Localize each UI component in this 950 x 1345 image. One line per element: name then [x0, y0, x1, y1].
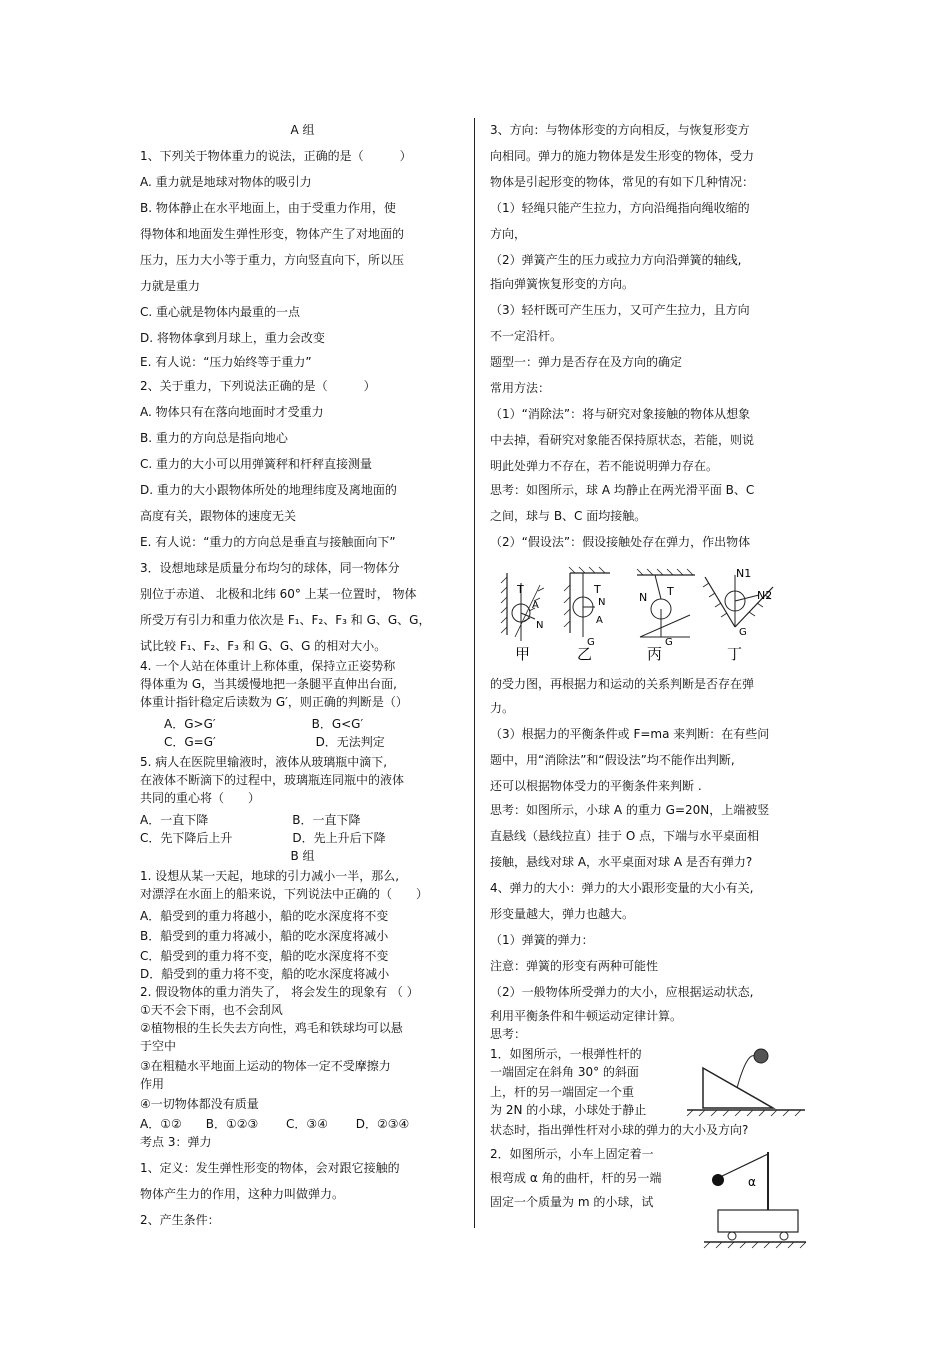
text-line: B．船受到的重力将减小，船的吃水深度将减小	[140, 929, 389, 943]
text-line: ④一切物体都没有质量	[140, 1097, 259, 1111]
text-line: 状态时，指出弹性杆对小球的弹力的大小及方向?	[490, 1123, 749, 1137]
text-line: B 组	[290, 849, 315, 863]
svg-text:N: N	[639, 591, 648, 604]
text-line: 力。	[490, 701, 515, 715]
text-line: 3、方向：与物体形变的方向相反，与恢复形变方	[490, 123, 750, 137]
text-line: A 组	[290, 123, 315, 137]
text-line: A．G>G′ B．G<G′	[140, 717, 364, 731]
text-line: 利用平衡条件和牛顿运动定律计算。	[490, 1009, 683, 1023]
text-line: 对漂浮在水面上的船来说，下列说法中正确的（ ）	[140, 887, 429, 901]
text-line: （2）一般物体所受弹力的大小，应根据运动状态,	[490, 985, 754, 999]
text-line: 直悬线（悬线拉直）挂于 O 点，下端与水平桌面相	[490, 829, 760, 843]
diagram-ding	[703, 567, 773, 663]
text-line: 还可以根据物体受力的平衡条件来判断 .	[490, 779, 702, 793]
text-line: D. 重力的大小跟物体所处的地理纬度及离地面的	[140, 483, 397, 497]
text-line: C. 重心就是物体内最重的一点	[140, 305, 301, 319]
text-line: 3．设想地球是质量分布均匀的球体，同一物体分	[140, 561, 400, 575]
svg-text:N1: N1	[736, 567, 752, 580]
text-line: 压力，压力大小等于重力，方向竖直向下，所以压	[140, 253, 405, 267]
svg-text:α: α	[748, 1175, 756, 1189]
text-line: A. 物体只有在落向地面时才受重力	[140, 405, 324, 419]
text-line: 形变量越大，弹力也越大。	[490, 907, 635, 921]
text-line: A．①② B．①②③ C．③④ D．②③④	[140, 1117, 410, 1131]
text-line: E. 有人说：“重力的方向总是垂直与接触面向下”	[140, 535, 396, 549]
label-bing: 丙	[647, 645, 663, 663]
svg-text:G: G	[587, 637, 595, 648]
svg-text:N2: N2	[757, 589, 773, 602]
text-line: 为 2N 的小球，小球处于静止	[490, 1103, 647, 1117]
text-line: 4、弹力的大小：弹力的大小跟形变量的大小有关,	[490, 881, 754, 895]
text-line: （1）“消除法”：将与研究对象接触的物体从想象	[490, 407, 751, 421]
text-line: 物体是引起形变的物体，常见的有如下几种情况：	[490, 175, 755, 189]
svg-text:N: N	[598, 597, 606, 608]
text-line: （2）弹簧产生的压力或拉力方向沿弹簧的轴线,	[490, 253, 742, 267]
text-line: 接触，悬线对球 A，水平桌面对球 A 是否有弹力?	[490, 855, 753, 869]
text-line: 2、关于重力，下列说法正确的是（ ）	[140, 379, 376, 393]
text-line: 1、下列关于物体重力的说法，正确的是（ ）	[140, 149, 412, 163]
text-line: 方向，	[490, 227, 527, 241]
column-divider	[474, 118, 475, 1228]
text-line: ③在粗糙水平地面上运动的物体一定不受摩擦力	[140, 1059, 391, 1073]
text-line: 力就是重力	[140, 279, 201, 293]
text-line: 作用	[140, 1077, 165, 1091]
svg-text:T: T	[594, 583, 601, 596]
text-line: D. 将物体拿到月球上，重力会改变	[140, 331, 325, 345]
cart-rod-figure	[700, 1140, 810, 1250]
text-line: 向相同。弹力的施力物体是发生形变的物体，受力	[490, 149, 755, 163]
text-line: 固定一个质量为 m 的小球，试	[490, 1195, 654, 1209]
text-line: 共同的重心将（ ）	[140, 791, 261, 805]
diagram-jia	[501, 573, 544, 663]
text-line: 5. 病人在医院里输液时，液体从玻璃瓶中滴下,	[140, 755, 388, 769]
text-line: 之间，球与 B、C 面均接触。	[490, 509, 647, 523]
text-line: 指向弹簧恢复形变的方向。	[490, 277, 635, 291]
diagram-yi	[564, 567, 610, 663]
text-line: 2．如图所示，小车上固定着一	[490, 1147, 654, 1161]
text-line: 1、定义：发生弹性形变的物体，会对跟它接触的	[140, 1161, 400, 1175]
text-line: E. 有人说：“压力始终等于重力”	[140, 355, 312, 369]
text-line: A．一直下降 B．一直下降	[140, 813, 361, 827]
svg-text:T: T	[667, 585, 674, 598]
text-line: B. 物体静止在水平地面上，由于受重力作用，使	[140, 201, 396, 215]
text-line: 题型一：弹力是否存在及方向的确定	[490, 355, 683, 369]
text-line: 思考：如图所示，小球 A 的重力 G=20N，上端被竖	[490, 803, 770, 817]
text-line: 根弯成 α 角的曲杆，杆的另一端	[490, 1171, 662, 1185]
text-line: 1. 设想从某一天起，地球的引力减小一半，那么,	[140, 869, 400, 883]
text-line: 高度有关，跟物体的速度无关	[140, 509, 297, 523]
label-T: T	[517, 583, 524, 596]
text-line: 试比较 F₁、F₂、F₃ 和 G、G、G 的相对大小。	[140, 639, 387, 653]
text-line: C．船受到的重力将不变，船的吃水深度将不变	[140, 949, 389, 963]
label-jia: 甲	[515, 645, 531, 663]
text-line: （3）轻杆既可产生压力，又可产生拉力，且方向	[490, 303, 750, 317]
text-line: （1）轻绳只能产生拉力，方向沿绳指向绳收缩的	[490, 201, 750, 215]
text-line: A. 重力就是地球对物体的吸引力	[140, 175, 312, 189]
svg-text:A: A	[596, 615, 603, 626]
text-line: 于空中	[140, 1039, 177, 1053]
text-line: 思考：如图所示，球 A 均静止在两光滑平面 B、C	[490, 483, 755, 497]
text-line: 2、产生条件：	[140, 1213, 220, 1227]
text-line: A．船受到的重力将越小，船的吃水深度将不变	[140, 909, 389, 923]
text-line: 物体产生力的作用，这种力叫做弹力。	[140, 1187, 345, 1201]
text-line: C．先下降后上升 D．先上升后下降	[140, 831, 386, 845]
text-line: 中去掉，看研究对象能否保持原状态，若能，则说	[490, 433, 755, 447]
text-line: 1．如图所示，一根弹性杆的	[490, 1047, 642, 1061]
label-yi: 乙	[577, 645, 593, 663]
text-line: 体重计指针稳定后读数为 G′，则正确的判断是（）	[140, 695, 408, 709]
text-line: （1）弹簧的弹力：	[490, 933, 594, 947]
text-line: 一端固定在斜角 30° 的斜面	[490, 1065, 639, 1079]
text-line: 题中，用“消除法”和“假设法”均不能作出判断,	[490, 753, 735, 767]
incline-rod-figure	[685, 1042, 810, 1117]
text-line: D．船受到的重力将不变，船的吃水深度将减小	[140, 967, 390, 981]
text-line: 所受万有引力和重力依次是 F₁、F₂、F₃ 和 G、G、G，	[140, 613, 431, 627]
label-A: A	[532, 600, 539, 611]
svg-text:G: G	[665, 637, 673, 648]
text-line: （3）根据力的平衡条件或 F=ma 来判断：在有些问	[490, 727, 770, 741]
text-line: 在液体不断滴下的过程中，玻璃瓶连同瓶中的液体	[140, 773, 405, 787]
text-line: 别位于赤道、 北极和北纬 60° 上某一位置时， 物体	[140, 587, 417, 601]
force-diagrams	[495, 565, 785, 665]
svg-text:G: G	[739, 627, 747, 638]
text-line: 不一定沿杆。	[490, 329, 563, 343]
text-line: ①天不会下雨，也不会刮风	[140, 1003, 283, 1017]
text-line: 常用方法：	[490, 381, 551, 395]
text-line: 得体重为 G，当其缓慢地把一条腿平直伸出台面,	[140, 677, 397, 691]
text-line: 考点 3：弹力	[140, 1135, 212, 1149]
label-N: N	[536, 620, 544, 631]
text-line: 4. 一个人站在体重计上称体重，保持立正姿势称	[140, 659, 396, 673]
text-line: 思考：	[490, 1027, 527, 1041]
text-line: 上，杆的另一端固定一个重	[490, 1085, 635, 1099]
text-line: 注意：弹簧的形变有两种可能性	[490, 959, 659, 973]
text-line: （2）“假设法”：假设接触处存在弹力，作出物体	[490, 535, 751, 549]
text-line: B. 重力的方向总是指向地心	[140, 431, 288, 445]
text-line: C．G=G′ D．无法判定	[140, 735, 385, 749]
label-ding: 丁	[727, 645, 743, 663]
text-line: 明此处弹力不存在，若不能说明弹力存在。	[490, 459, 719, 473]
text-line: C. 重力的大小可以用弹簧秤和杆秤直接测量	[140, 457, 373, 471]
diagram-bing	[637, 569, 695, 663]
text-line: 2. 假设物体的重力消失了， 将会发生的现象有 （ ）	[140, 985, 419, 999]
text-line: ②植物根的生长失去方向性，鸡毛和铁球均可以悬	[140, 1021, 403, 1035]
text-line: 得物体和地面发生弹性形变，物体产生了对地面的	[140, 227, 405, 241]
text-line: 的受力图，再根据力和运动的关系判断是否存在弹	[490, 677, 755, 691]
